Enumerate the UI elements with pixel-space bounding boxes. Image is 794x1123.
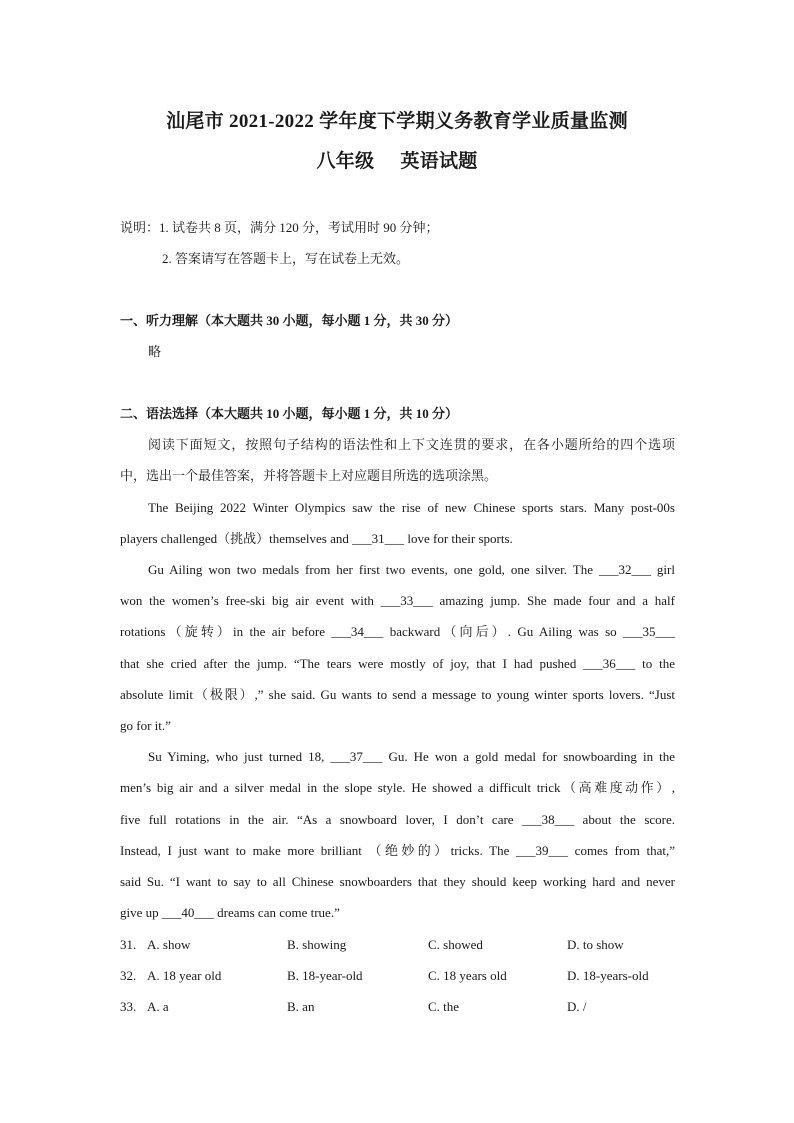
option-c[interactable]: C. 18 years old: [428, 968, 507, 983]
note-line-2: 2. 答案请写在答题卡上，写在试卷上无效。: [162, 251, 410, 266]
section2-heading: 二、语法选择（本大题共 10 小题，每小题 1 分，共 10 分）: [120, 406, 459, 421]
passage-line: give up ___40___ dreams can come true.”: [120, 905, 340, 920]
note-line-1: 说明：1. 试卷共 8 页，满分 120 分，考试用时 90 分钟；: [120, 220, 439, 235]
passage-line: five full rotations in the air. “As a snowboard lover, I don’t care ___38___ about the score.: [120, 812, 675, 827]
passage-line: men’s big air and a silver medal in the slope style. He showed a difficult trick（高难度动作）,: [120, 780, 675, 795]
question-number: 31.: [120, 937, 137, 952]
option-a[interactable]: A. show: [147, 937, 191, 952]
instruction-line: 中，选出一个最佳答案，并将答题卡上对应题目所选的选项涂黑。: [120, 468, 498, 483]
option-a[interactable]: A. a: [147, 999, 169, 1014]
option-b[interactable]: B. 18-year-old: [287, 968, 363, 983]
option-a[interactable]: A. 18 year old: [147, 968, 222, 983]
exam-title: 汕尾市 2021-2022 学年度下学期义务教育学业质量监测: [166, 111, 628, 132]
option-d[interactable]: D. to show: [567, 937, 624, 952]
passage-line: The Beijing 2022 Winter Olympics saw the rise of new Chinese sports stars. Many post-00s: [148, 500, 675, 515]
passage-line: that she cried after the jump. “The tears were mostly of joy, that I had pushed ___36___ to the: [120, 656, 675, 671]
exam-subtitle: [0, 146, 794, 173]
option-c[interactable]: C. the: [428, 999, 460, 1014]
option-b[interactable]: B. showing: [287, 937, 347, 952]
passage-line: absolute limit（极限）,” she said. Gu wants to send a message to young winter sports lovers. “Just: [120, 687, 675, 702]
option-d[interactable]: D. 18-years-old: [567, 968, 649, 983]
option-b[interactable]: B. an: [287, 999, 315, 1014]
passage-line: players challenged（挑战）themselves and ___31___ love for their sports.: [120, 531, 513, 546]
grade-label: 八年级: [316, 151, 375, 172]
section1-heading: 一、听力理解（本大题共 30 小题，每小题 1 分，共 30 分）: [120, 313, 459, 328]
passage-line: Instead, I just want to make more brilliant （绝妙的）tricks. The ___39___ comes from that,”: [120, 843, 675, 858]
passage-line: Gu Ailing won two medals from her first two events, one gold, one silver. The ___32___ girl: [148, 562, 675, 577]
instruction-line: 阅读下面短文，按照句子结构的语法性和上下文连贯的要求，在各小题所给的四个选项: [148, 437, 675, 452]
question-number: 33.: [120, 999, 137, 1014]
passage-line: Su Yiming, who just turned 18, ___37___ Gu. He won a gold medal for snowboarding in the: [148, 749, 675, 764]
passage-line: go for it.”: [120, 718, 171, 733]
passage-line: said Su. “I want to say to all Chinese snowboarders that they should keep working hard and never: [120, 874, 675, 889]
subject-label: 英语试题: [400, 151, 478, 172]
option-c[interactable]: C. showed: [428, 937, 483, 952]
passage-line: rotations（旋转）in the air before ___34___ backward（向后）. Gu Ailing was so ___35___: [120, 624, 675, 639]
option-d[interactable]: D. /: [567, 999, 587, 1014]
question-number: 32.: [120, 968, 137, 983]
passage-line: won the women’s free-ski big air event with ___33___ amazing jump. She made four and a half: [120, 593, 675, 608]
section1-body: 略: [148, 344, 162, 359]
